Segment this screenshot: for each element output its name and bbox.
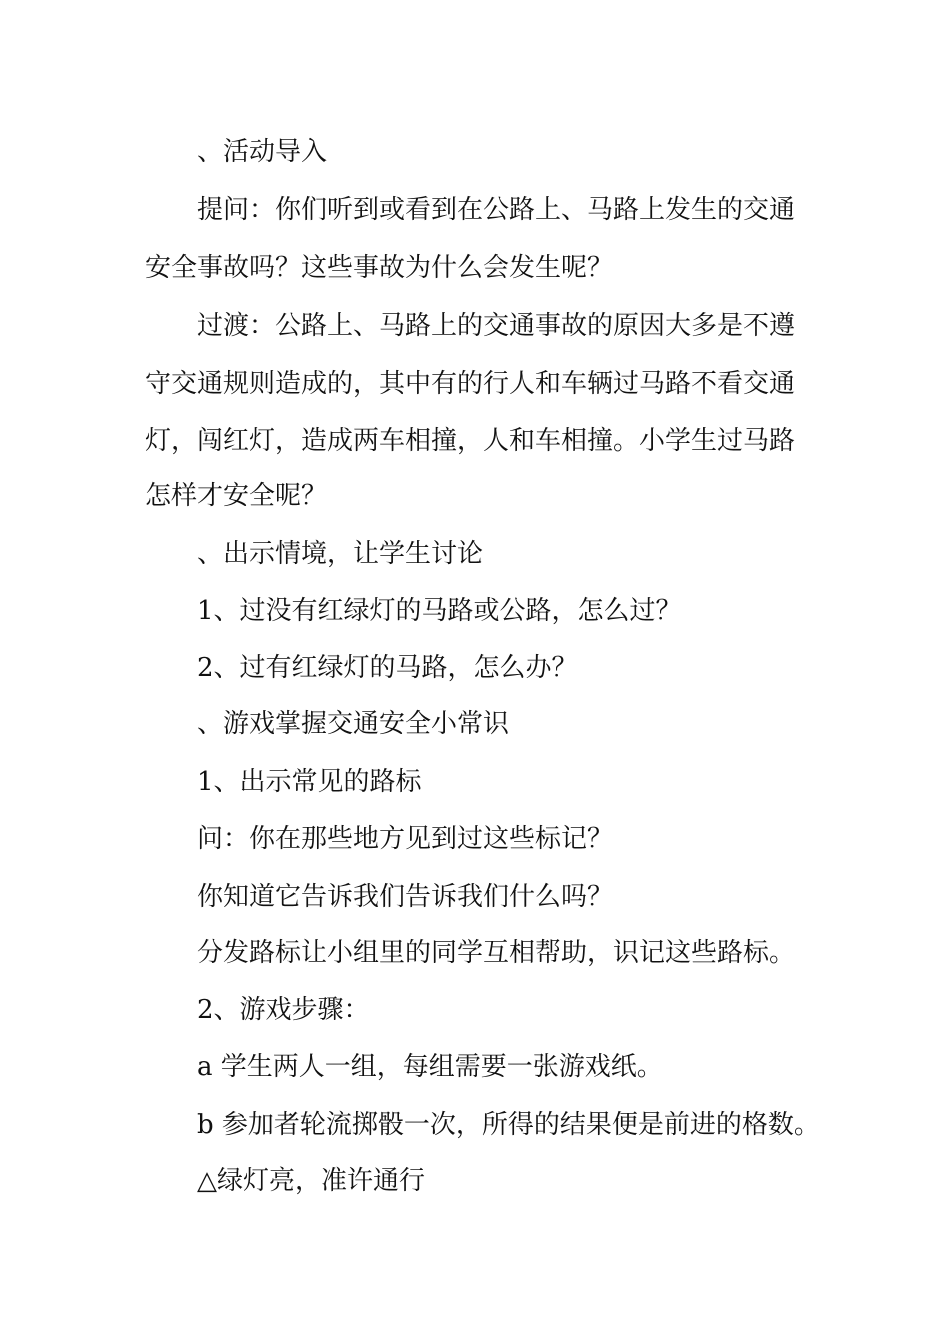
paragraph-line: 安全事故吗？这些事故为什么会发生呢？: [145, 253, 614, 283]
paragraph-line: 分发路标让小组里的同学互相帮助，识记这些路标。: [197, 938, 796, 968]
list-item: 2、游戏步骤：: [197, 995, 370, 1025]
paragraph-line: 守交通规则造成的，其中有的行人和车辆过马路不看交通: [145, 369, 796, 399]
paragraph-line: 问：你在那些地方见到过这些标记？: [197, 824, 614, 854]
paragraph-line: 过渡：公路上、马路上的交通事故的原因大多是不遵: [197, 311, 796, 341]
paragraph-line: 你知道它告诉我们告诉我们什么吗？: [197, 882, 614, 912]
list-item: a 学生两人一组，每组需要一张游戏纸。: [197, 1052, 663, 1082]
section-heading-activity-intro: 、活动导入: [197, 137, 328, 167]
list-item: △绿灯亮，准许通行: [197, 1166, 425, 1196]
list-item: 1、出示常见的路标: [197, 767, 422, 797]
section-heading-scenario: 、出示情境，让学生讨论: [197, 539, 484, 569]
paragraph-line: 灯，闯红灯，造成两车相撞，人和车相撞。小学生过马路: [145, 426, 796, 456]
list-item: 1、过没有红绿灯的马路或公路，怎么过？: [197, 596, 682, 626]
paragraph-line: 提问：你们听到或看到在公路上、马路上发生的交通: [197, 195, 796, 225]
paragraph-line: 怎样才安全呢？: [145, 481, 328, 511]
list-item: 2、过有红绿灯的马路，怎么办？: [197, 653, 578, 683]
list-item: b 参加者轮流掷骰一次，所得的结果便是前进的格数。: [197, 1110, 820, 1140]
section-heading-game: 、游戏掌握交通安全小常识: [197, 709, 510, 739]
